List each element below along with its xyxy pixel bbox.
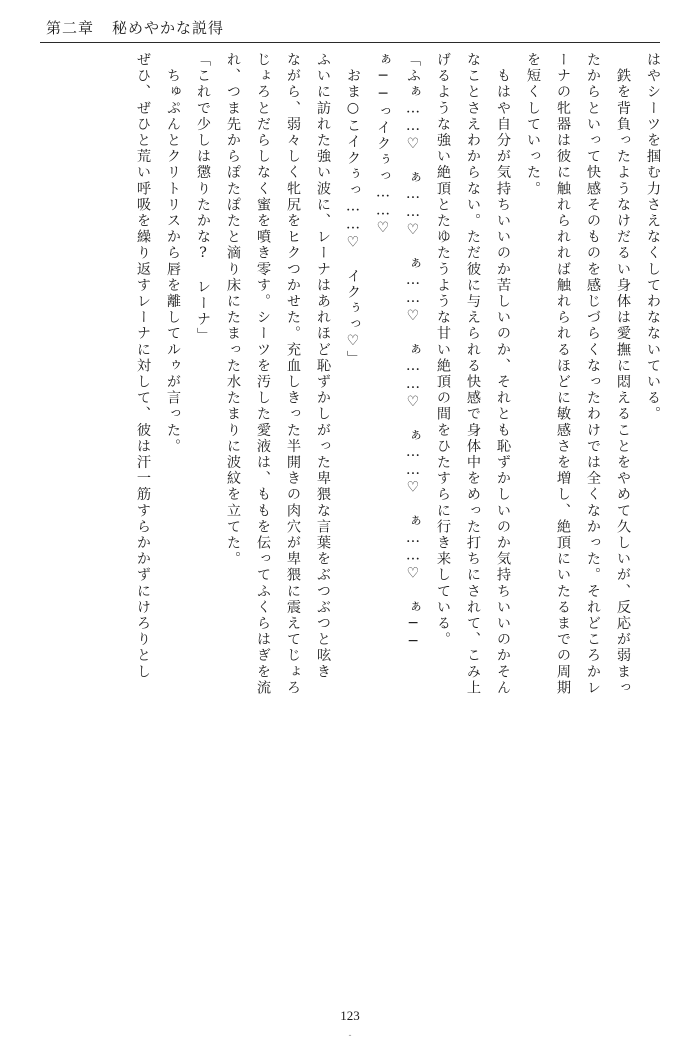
text-column: おま○こイクぅっ……♡ イクぅっ♡」 bbox=[345, 68, 361, 367]
body-text-area bbox=[40, 52, 660, 992]
text-column: はやシーツを掴む力さえなくしてわなないている。 bbox=[645, 52, 661, 423]
text-column: ぜひ、ぜひと荒い呼吸を繰り返すレーナに対して、彼は汗一筋すらかかずにけろりとし bbox=[135, 52, 151, 680]
text-column: げるような強い絶頂とたゆたうような甘い絶頂の間をひたすらに行き来している。 bbox=[435, 52, 451, 648]
text-column: ちゅぷんとクリトリスから唇を離してルゥが言った。 bbox=[165, 52, 181, 455]
text-column: 鉄を背負ったようなけだるい身体は愛撫に悶えることをやめて久しいが、反応が弱まっ bbox=[615, 52, 631, 696]
text-column: じょろとだらしなく蜜を噴き零す。シーツを汚した愛液は、ももを伝ってふくらはぎを流 bbox=[255, 52, 271, 696]
text-column: たからといって快感そのものを感じづらくなったわけでは全くなかった。それどころかレ bbox=[585, 52, 601, 696]
text-column: なことさえわからない。ただ彼に与えられる快感で身体中をめった打ちにされて、こみ上 bbox=[465, 52, 481, 696]
page-header bbox=[46, 14, 654, 40]
chapter-title: 秘めやかな説得 bbox=[112, 18, 225, 37]
text-column: 「ふぁ……♡ ぁ……♡ ぁ……♡ ぁ……♡ ぁ……♡ ぁ……♡ ぁ── bbox=[405, 52, 421, 652]
text-column: ふいに訪れた強い波に、レーナはあれほど恥ずかしがった卑猥な言葉をぶつぶつと呟き bbox=[315, 52, 331, 680]
page-number: 123 bbox=[340, 1008, 360, 1023]
chapter-number: 第二章 bbox=[46, 18, 95, 37]
text-column: ーナの牝器は彼に触れられれば触れられるほどに敏感さを増し、絶頂にいたるまでの周期 bbox=[555, 52, 571, 696]
text-column: 「これで少しは懲りたかな? レーナ」 bbox=[195, 52, 211, 344]
text-column: もはや自分が気持ちいいのか苦しいのか、それとも恥ずかしいのか気持ちいいのかそん bbox=[495, 52, 511, 696]
page-footmark: - bbox=[348, 1030, 352, 1040]
text-column: れ、つま先からぽたぽたと滴り床にたまった水たまりに波紋を立てた。 bbox=[225, 52, 241, 568]
header-divider bbox=[40, 42, 660, 43]
text-column: ぁ──っイクぅっ……♡ bbox=[375, 52, 391, 239]
text-column: を短くしていった。 bbox=[525, 52, 541, 197]
text-column: ながら、弱々しく牝尻をヒクつかせた。充血しきった半開きの肉穴が卑猥に震えてじょろ bbox=[285, 52, 301, 696]
